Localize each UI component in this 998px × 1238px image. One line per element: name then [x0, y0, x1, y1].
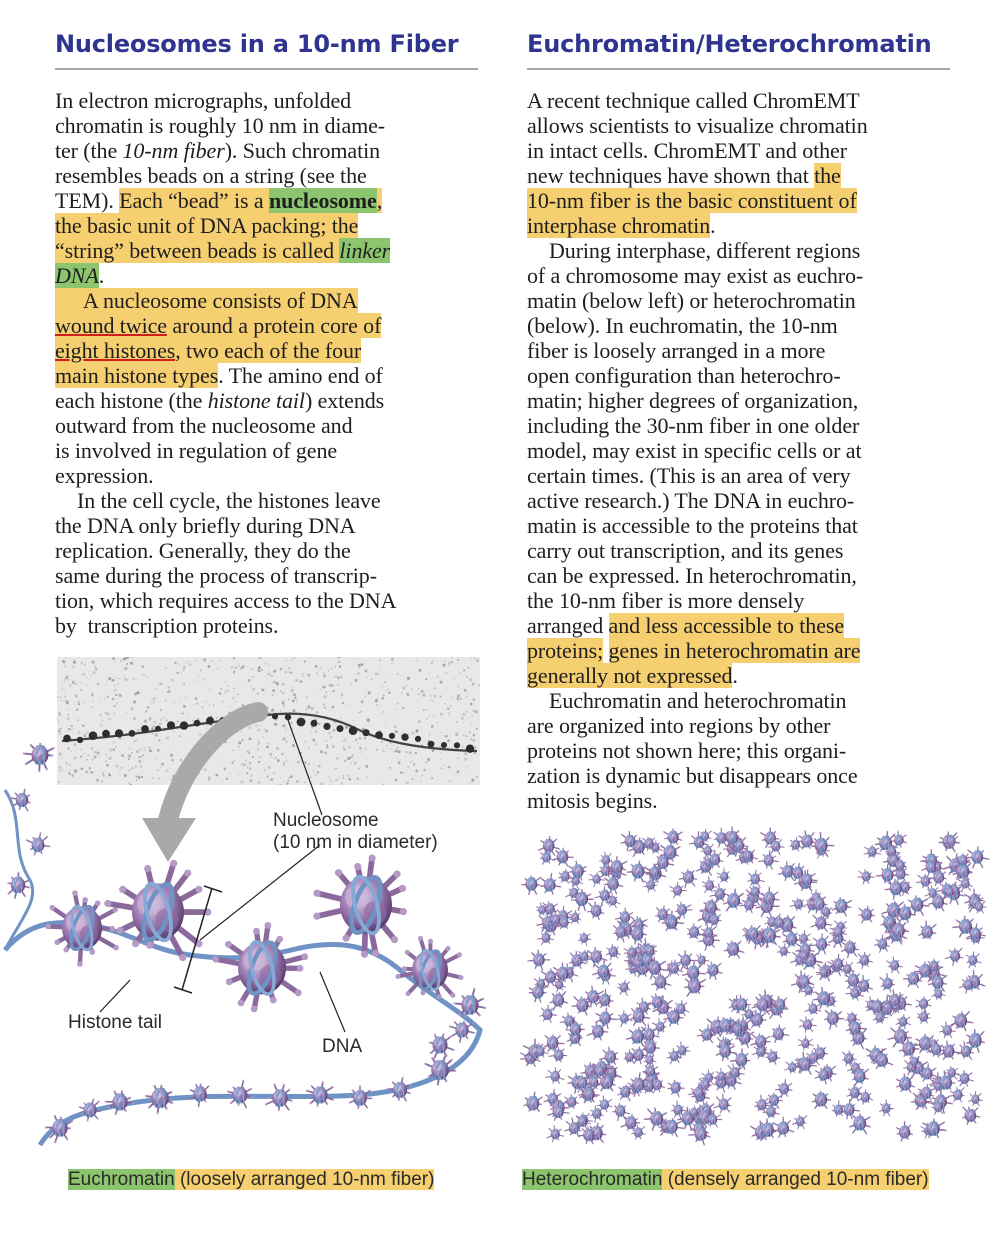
nucleosome-bead [805, 1001, 822, 1015]
nucleosome-bead [764, 1093, 782, 1110]
nucleosome-bead [545, 1067, 564, 1084]
nucleosome-bead [824, 1009, 845, 1030]
nucleosome-bead [857, 869, 874, 885]
nucleosome-bead [879, 1099, 894, 1116]
nucleosome-bead [631, 1125, 646, 1140]
nucleosome-bead [915, 996, 932, 1013]
nucleosome-bead [429, 1033, 455, 1059]
highlight-main-types: main histone types [55, 363, 219, 388]
nucleosome-bead [812, 1091, 832, 1110]
left-column [55, 30, 480, 638]
nucleosome-bead [23, 743, 55, 773]
highlight-eight-histones: eight histones, two each of the four [55, 338, 362, 363]
nucleosome-bead [950, 1087, 965, 1102]
right-body [527, 88, 957, 813]
nucleosome-bead [771, 1024, 789, 1043]
nucleosome-bead [950, 1011, 974, 1032]
term-linker: linker [339, 238, 391, 263]
nucleosome-bead [723, 888, 744, 911]
nucleosome-bead [916, 874, 932, 890]
nucleosome-bead [957, 1070, 974, 1087]
nucleosome-bead [747, 870, 765, 888]
nucleosome-bead [527, 950, 550, 971]
nucleosome-bead [558, 869, 572, 884]
nucleosome-bead [962, 1106, 980, 1125]
term-nucleosome: nucleosome [268, 188, 377, 213]
euchromatin-illustration [0, 650, 490, 1170]
nucleosome-bead [552, 848, 574, 867]
nucleosome-bead [798, 1035, 814, 1050]
nucleosome-bead [546, 1125, 564, 1143]
histone-tail-label: Histone tail [68, 1012, 162, 1033]
highlight-generally: generally not expressed [527, 663, 733, 688]
nucleosome-bead [958, 877, 973, 891]
heterochromatin-illustration [510, 820, 998, 1150]
nucleosome-bead [896, 1121, 913, 1142]
nucleosome-bead [599, 852, 612, 868]
left-heading-rule [55, 68, 478, 70]
nucleosome-bead [918, 920, 937, 939]
nucleosome-bead [792, 1115, 807, 1130]
dna-label: DNA [322, 1036, 363, 1057]
nucleosome-bead [667, 1080, 685, 1098]
nucleosome-bead [864, 845, 882, 858]
nucleosome-bead [105, 1090, 134, 1115]
highlight-basic-unit: the basic unit of DNA packing; the [55, 213, 359, 238]
nucleosome-bead [521, 875, 542, 895]
nucleosome-bead [349, 1085, 373, 1109]
nucleosome-bead [758, 850, 779, 870]
nucleosome-bead [449, 1021, 475, 1044]
nucleosome-bead [841, 940, 860, 959]
highlight-the: the [814, 163, 841, 188]
heterochromatin-caption [522, 1166, 929, 1194]
nucleosome-bead [713, 1094, 732, 1114]
left-p3: In the cell cycle, the histones leave the DNA only briefly during DNA replication. Generally, they do the same during the process of transcrip- tion, which requires access to the DNA by transcription proteins. [55, 488, 397, 638]
euchromatin-caption [68, 1166, 434, 1194]
heterochromatin-desc: (densely arranged 10-nm fiber) [662, 1169, 929, 1190]
highlight-less-accessible: and less accessible to these [608, 613, 844, 638]
term-histone-tail: histone tail [207, 388, 305, 413]
nucleosome-bead [540, 873, 562, 895]
highlight-wound-twice: wound twice around a protein core of [55, 313, 382, 338]
highlight-proteins: proteins; [527, 638, 604, 663]
nucleosome-bead [687, 923, 704, 940]
right-heading: Euchromatin/Heterochromatin [527, 30, 932, 58]
highlight-nucleosome-consists: A nucleosome consists of DNA [55, 288, 358, 313]
nucleosome-bead [395, 936, 463, 999]
nucleosome-bead [705, 962, 723, 981]
nucleosome-bead [775, 1079, 793, 1099]
term-10nm-fiber: 10-nm fiber [122, 138, 225, 163]
zoom-arrow-icon [142, 818, 196, 862]
left-heading: Nucleosomes in a 10-nm Fiber [55, 30, 459, 58]
nucleosome-bead [945, 948, 964, 966]
right-p2: During interphase, different regions of a chromosome may exist as euchro- matin (below left) or heterochromatin (below). In euchromatin, the 10-nm fiber is loosely arranged in a more open configuration than heterochro- matin; higher degrees of organization, including the 30-nm fiber in one older model, may exist in specific cells or at certain times. (This is an area of very active research.) The DNA in euchro- matin is accessible to the proteins that carry out transcription, and its genes can be expressed. In heterochromatin, the 10-nm fiber is more densely arranged and less accessible to these proteins; genes in heterochromatin are generally not expressed. [527, 238, 864, 688]
nucleosome-bead [896, 1014, 911, 1029]
nucleosome-bead [537, 931, 555, 946]
euchromatin-term: Euchromatin [68, 1169, 175, 1190]
nucleosome-bead [669, 882, 686, 899]
nucleosome-bead [523, 1091, 543, 1112]
highlight-string: “string” between beads is called linker [55, 238, 391, 263]
right-column [527, 30, 957, 813]
nucleosome-bead [795, 930, 811, 944]
nucleosome-bead [810, 915, 832, 933]
nucleosome-bead [663, 828, 683, 845]
highlight-genes-not-expressed: genes in heterochromatin are [608, 638, 861, 663]
nucleosome-bead [724, 940, 745, 958]
highlight-basic-constituent: 10-nm fiber is the basic constituent of [527, 188, 857, 213]
right-p1: A recent technique called ChromEMT allows scientists to visualize chromatin in intact cells. ChromEMT and other new techniques have shown that the 10-nm fiber is the basic constituent of interphase chromatin. [527, 88, 868, 238]
nucleosome-label: Nucleosome (10 nm in diameter) [273, 810, 438, 853]
term-dna: DNA [55, 263, 99, 288]
nucleosome-bead [26, 832, 51, 855]
right-p3: Euchromatin and heterochromatin are organized into regions by other proteins not shown here; this organi- zation is dynamic but disappears once mitosis begins. [527, 688, 858, 813]
nucleosome-bead [617, 980, 631, 996]
nucleosome-bead [717, 868, 731, 883]
left-p1: In electron micrographs, unfolded chromatin is roughly 10 nm in diame- ter (the 10-nm fiber). Such chromatin resembles beads on a string (see the TEM). Each “bead” is a nucleosome, the basic unit of DNA packing; the “string” between beads is called linker DNA. [55, 88, 391, 288]
nucleosome-bead [886, 957, 903, 974]
nucleosome-bead [799, 1016, 817, 1033]
nucleosome-bead [917, 1009, 931, 1024]
left-p2: A nucleosome consists of DNA wound twice around a protein core of eight histones, two each of the four main histone types. The amino end of each histone (the histone tail) extends outward from the nucleosome and is involved in regulation of gene expression. [55, 288, 385, 488]
nucleosome-bead [679, 869, 698, 889]
nucleosome-bead [790, 898, 806, 911]
nucleosome-bead [810, 933, 831, 955]
nucleosome-bead [626, 1027, 647, 1047]
nucleosome-bead [858, 1089, 874, 1105]
nucleosome-bead [606, 944, 621, 960]
highlight-bead: Each “bead” is a nucleosome, [119, 188, 383, 213]
nucleosome-bead [966, 952, 982, 969]
nucleosome-bead [644, 1107, 668, 1131]
euchromatin-desc: (loosely arranged 10-nm fiber) [174, 1169, 435, 1190]
nucleosome-bead [968, 1091, 983, 1107]
nucleosome-bead [714, 1017, 735, 1038]
nucleosome-bead [763, 1049, 780, 1065]
nucleosome-bead [832, 897, 853, 917]
highlight-interphase: interphase chromatin [527, 213, 711, 238]
nucleosome-bead [849, 1113, 871, 1134]
nucleosome-bead [772, 1117, 794, 1139]
nucleosome-bead [578, 932, 592, 947]
nucleosome-bead [857, 952, 873, 969]
left-body [55, 88, 480, 638]
right-heading-rule [527, 68, 950, 70]
heterochromatin-term: Heterochromatin [522, 1169, 663, 1190]
nucleosome-bead [858, 906, 875, 924]
nucleosome-bead [627, 860, 652, 883]
nucleosome-bead [212, 922, 308, 1012]
